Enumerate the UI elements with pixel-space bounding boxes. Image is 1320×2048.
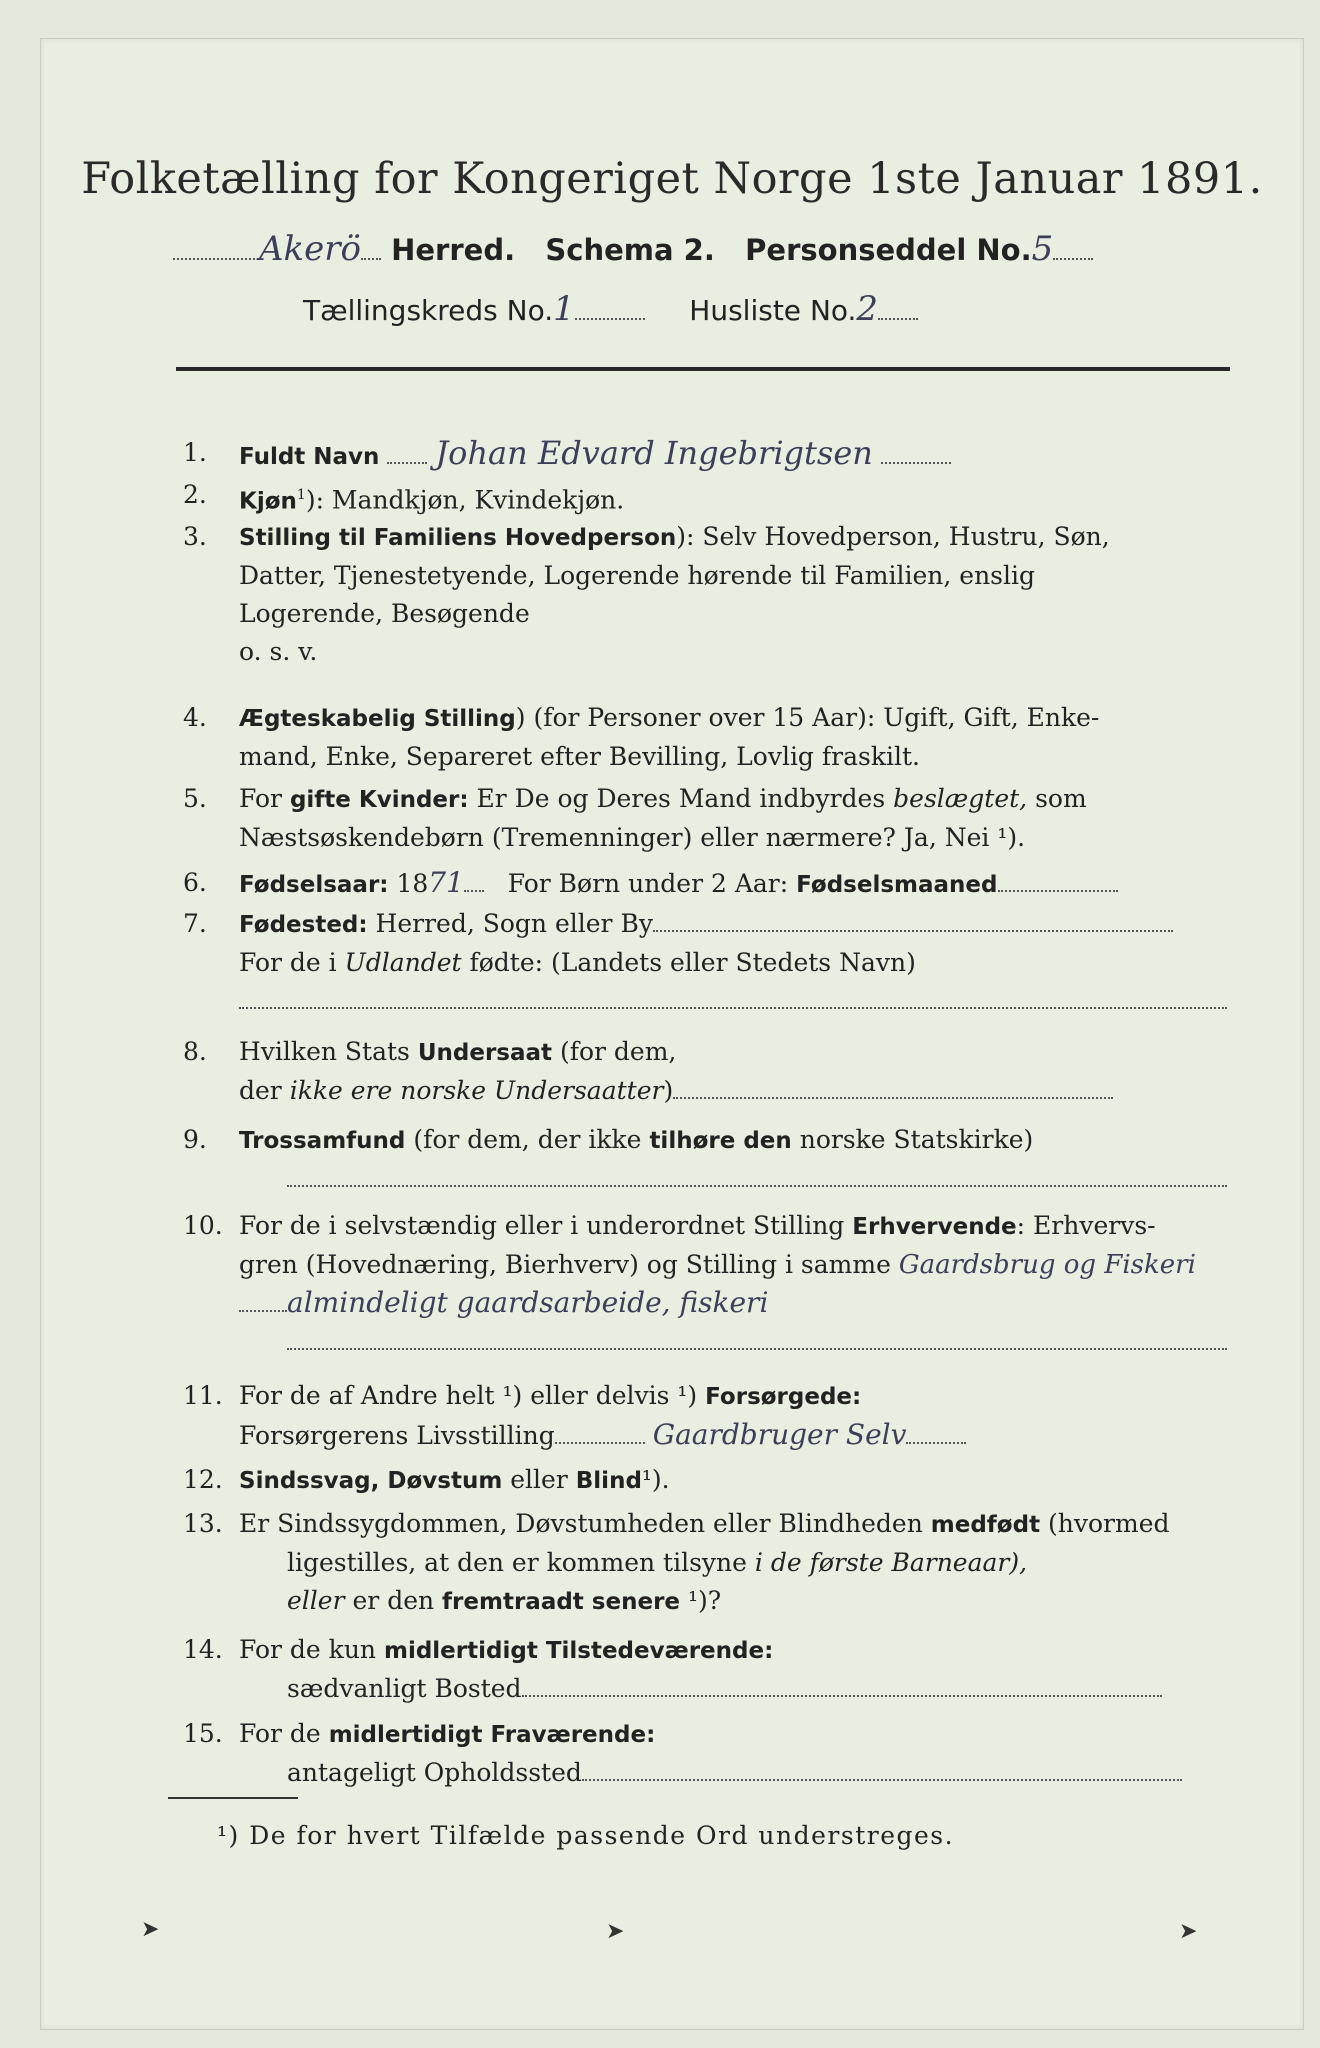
item-label: tilhøre den [649, 1128, 792, 1154]
item-text-line3: er den [352, 1586, 435, 1615]
item-number: 3. [183, 522, 207, 551]
item-number: 2. [183, 480, 207, 509]
item-text-line4: o. s. v. [239, 637, 318, 666]
item-label: medfødt [930, 1512, 1041, 1538]
item-text: For de kun [239, 1635, 377, 1664]
form-title: Folketælling for Kongeriget Norge 1ste Januar 1891. [81, 154, 1263, 204]
item-label: gifte Kvinder: [289, 787, 469, 813]
husliste-label: Husliste No. [689, 294, 857, 327]
item-text: ): Mandkjøn, Kvindekjøn. [305, 485, 625, 515]
item-label: Kjøn [239, 488, 297, 515]
item-text-italic: Udlandet [344, 948, 462, 977]
provider-answer: Gaardbruger Selv [652, 1418, 907, 1451]
item-text: Hvilken Stats [239, 1037, 410, 1066]
item-text-tail: : Erhvervs- [1016, 1211, 1156, 1240]
item-text-line2: Datter, Tjenestetyende, Logerende hørende til Familien, enslig [239, 561, 1036, 590]
birth-year-answer: 71 [428, 866, 464, 899]
footnote: ¹) De for hvert Tilfælde passende Ord understreges. [217, 1821, 955, 1850]
item-number: 14. [183, 1635, 223, 1664]
personseddel-label: Personseddel No. [745, 233, 1032, 267]
personseddel-answer: 5 [1031, 229, 1054, 269]
item-text: ) (for Personer over 15 Aar): Ugift, Gift, Enke- [515, 703, 1100, 732]
item-text-line2: ligestilles, at den er kommen tilsyne [287, 1548, 747, 1577]
item-label: Ægteskabelig Stilling [239, 706, 516, 732]
item-number: 9. [183, 1125, 207, 1154]
crop-mark-icon: ➤ [606, 1919, 625, 1944]
kreds-label: Tællingskreds No. [303, 294, 554, 327]
item-text-line2: mand, Enke, Separeret efter Bevilling, Lovlig fraskilt. [239, 742, 920, 771]
header-herred-line [173, 229, 1233, 279]
item-label: Forsørgede: [705, 1384, 862, 1410]
item-text: Er Sindssygdommen, Døvstumheden eller Blindheden [239, 1509, 923, 1538]
item-text: For de af Andre helt ¹) eller delvis ¹) [239, 1381, 698, 1410]
item-text: (for dem, der ikke [413, 1125, 642, 1154]
item-text-tail: (hvormed [1048, 1509, 1170, 1538]
kreds-answer: 1 [553, 289, 575, 329]
item-text-italic: ikke ere norske Undersaatter [289, 1076, 664, 1105]
item-text-line3: Logerende, Besøgende [239, 599, 530, 628]
item-text-line3: ¹)? [687, 1586, 722, 1615]
item-label: Fødested: [239, 912, 368, 938]
item-text-line2: antageligt Opholdssted [287, 1758, 582, 1787]
item-label: Fuldt Navn [239, 444, 380, 470]
item-label: Sindssvag, Døvstum [239, 1468, 503, 1494]
item-number: 13. [183, 1509, 223, 1538]
birth-year-prefix: 18 [396, 869, 429, 898]
item-text: ): Selv Hovedperson, Hustru, Søn, [676, 522, 1110, 551]
footnote-ref: 1 [296, 487, 306, 503]
header-rule [176, 367, 1230, 371]
item-label: Blind [575, 1468, 642, 1494]
item-text-italic: eller [287, 1586, 345, 1615]
item-text-line2: der [239, 1076, 282, 1105]
crop-mark-icon: ➤ [141, 1917, 160, 1942]
item-text-italic: beslægtet, [893, 784, 1028, 813]
census-form-page: Folketælling for Kongeriget Norge 1ste Januar 1891. Akerö Herred. Schema 2. Personseddel No.5 Tællingskreds No.1 Husliste No.2 1. Fuldt Navn Johan Edvard Ingebrigtsen 2. Kjøn$^1$): Mandkjøn, Kvindekjøn. 3. Stilling til Familiens Hovedperson): Selv Hovedperson, Hustru, Søn, Datter, Tjenestetyende, Logerende hørende til Familien, enslig Logerende, Besøgende o. s. v. 4. Ægteskabelig Stilling) (for Personer over 15 Aar): Ugift, Gift, Enke- mand, Enke, Separeret efter Bevilling, Lovlig fraskilt. 5. For gifte Kvinder: Er De og Deres Mand indbyrdes beslægtet, som Næstsøskendebørn (Tremenninger) eller nærmere? Ja, Nei ¹). 6. Fødselsaar: 1871 For Børn under 2 Aar: Fødselsmaaned 7. Fødested: Herred, Sogn eller By For de i Udlandet fødte: (Landets eller Stedets Navn) 8. Hvilken Stats Undersaat (for dem, der ikke ere norske Undersaatter) 9. Trossamfund (for dem, der ikke tilhøre den norske Statskirke) 10. For de i selvstændig eller i underordnet Stilling Erhvervende: Erhvervs- gren (Hovednæring, Bierhverv) og Stilling i samme Gaardsbrug og Fiskeri almindeligt gaardsarbeide, fiskeri 11. For de af Andre helt ¹) eller delvis ¹) Forsørgede: Forsørgerens Livsstilling Gaardbruger Selv 12. Sindssvag, Døvstum eller Blind¹). 13. Er Sindssygdommen, Døvstumheden eller Blindheden medfødt (hvormed ligestilles, at den er kommen tilsyne i de første Barneaar), eller er den fremtraadt senere ¹)? 14. For de kun midlertidigt Tilstedeværende: sædvanligt Bosted 15. For de midlertidigt Fraværende: antageligt Opholdssted ¹) De for hvert Tilfælde passende Ord understreges. ➤ ➤ ➤ [40, 38, 1304, 2030]
item-number: 10. [183, 1211, 223, 1240]
item-text: For de i selvstændig eller i underordnet Stilling [239, 1211, 845, 1240]
item-text-tail: norske Statskirke) [799, 1125, 1034, 1154]
item-text: Er De og Deres Mand indbyrdes [476, 784, 886, 813]
item-number: 12. [183, 1465, 223, 1494]
husliste-answer: 2 [856, 289, 879, 329]
item-label: Erhvervende [852, 1214, 1017, 1240]
item-text-line2: gren (Hovednæring, Bierhverv) og Stilling i samme [239, 1250, 891, 1279]
occupation-answer-1: Gaardsbrug og Fiskeri [898, 1250, 1196, 1280]
occupation-answer-2: almindeligt gaardsarbeide, fiskeri [287, 1286, 769, 1319]
item-text: Herred, Sogn eller By [375, 909, 653, 938]
schema-label: Schema 2. [545, 233, 715, 267]
item-text-line2: fødte: (Landets eller Stedets Navn) [469, 948, 916, 977]
item-text: For Børn under 2 Aar: [507, 869, 789, 898]
item-text-line2: Næstsøskendebørn (Tremenninger) eller nærmere? Ja, Nei ¹). [239, 823, 1026, 852]
item-label: Stilling til Familiens Hovedperson [239, 525, 677, 551]
item-label: Trossamfund [239, 1128, 406, 1154]
item-label: fremtraadt senere [442, 1589, 681, 1615]
item-label: midlertidigt Fraværende: [328, 1722, 656, 1748]
item-number: 7. [183, 909, 207, 938]
item-text-italic: i de første Barneaar), [754, 1548, 1028, 1577]
item-text-tail: ¹). [641, 1465, 670, 1494]
full-name-answer: Johan Edvard Ingebrigtsen [435, 434, 873, 472]
item-label: Fødselsaar: [239, 872, 389, 898]
item-number: 15. [183, 1719, 223, 1748]
header-kreds-line [303, 289, 1103, 339]
herred-label: Herred. [391, 233, 516, 267]
item-label: Undersaat [417, 1040, 553, 1066]
herred-answer: Akerö [259, 229, 361, 269]
item-number: 4. [183, 703, 207, 732]
item-label: Fødselsmaaned [796, 872, 998, 898]
item-number: 8. [183, 1037, 207, 1066]
item-number: 5. [183, 784, 207, 813]
footnote-rule [168, 1797, 298, 1799]
crop-mark-icon: ➤ [1179, 1919, 1198, 1944]
item-text: eller [510, 1465, 568, 1494]
item-number: 11. [183, 1381, 223, 1410]
item-text-line2: sædvanligt Bosted [287, 1674, 522, 1703]
item-number: 1. [183, 438, 207, 467]
item-text-tail: som [1035, 784, 1087, 813]
item-number: 6. [183, 868, 207, 897]
item-text-line2: Forsørgerens Livsstilling [239, 1421, 555, 1450]
item-text: For de [239, 1719, 321, 1748]
item-label: midlertidigt Tilstedeværende: [383, 1638, 774, 1664]
item-text-line2: For de i [239, 948, 337, 977]
item-text-tail: (for dem, [559, 1037, 677, 1066]
item-text: For [239, 784, 282, 813]
